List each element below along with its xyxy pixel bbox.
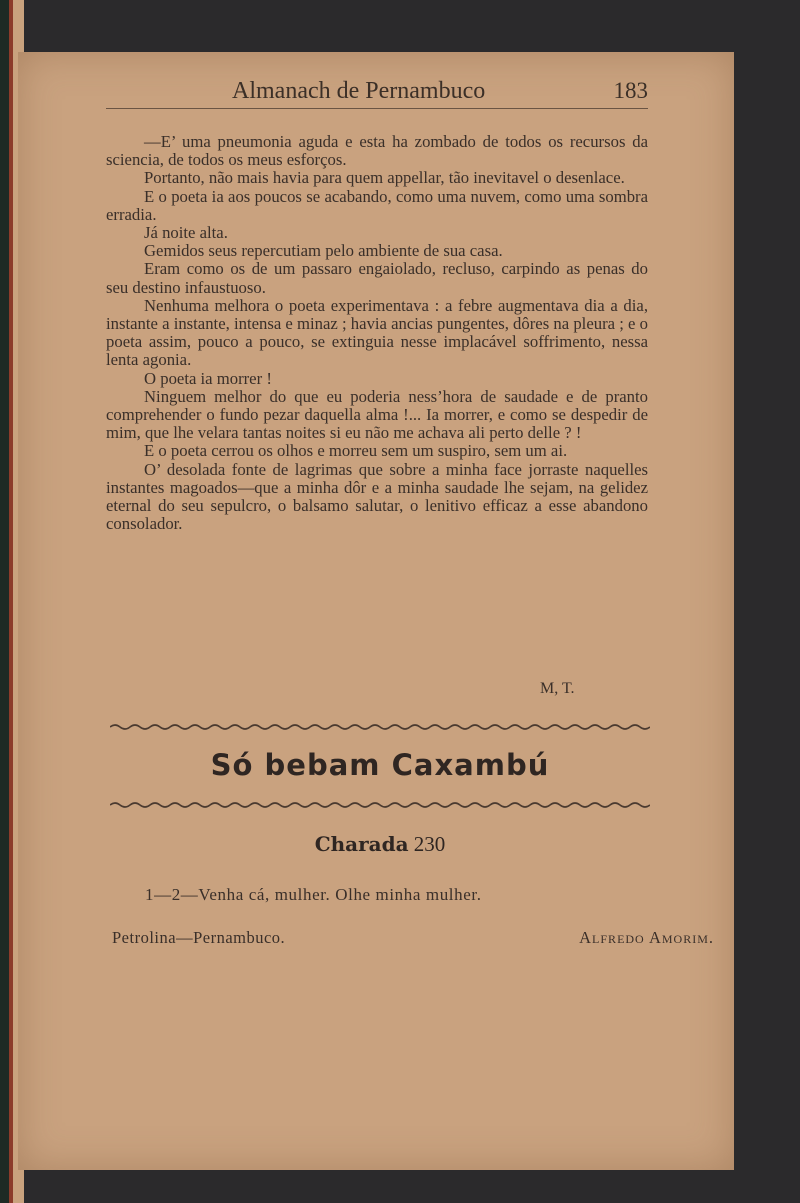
charada-heading	[110, 832, 650, 857]
charada-place: Petrolina—Pernambuco.	[112, 928, 286, 947]
paragraph: O poeta ia morrer !	[144, 368, 272, 388]
paragraph: Eram como os de um passaro engaiolado, recluso, carpindo as penas do seu destino infaustuoso.	[106, 259, 648, 297]
paragraph: O’ desolada fonte de lagrimas que sobre a minha face jorraste naquelles instantes magoados—que a minha dôr e a minha saudade lhe sejam, na gelidez eternal do seu sepulcro, o balsamo salutar, o lenitivo efficaz a esse abandono consolador.	[106, 459, 648, 534]
charada-text: 1—2—Venha cá, mulher. Olhe minha mulher.	[145, 885, 482, 904]
paragraph: Gemidos seus repercutiam pelo ambiente de sua casa.	[144, 241, 503, 261]
charada-author: Alfredo Amorim.	[579, 928, 714, 947]
paragraph: Já noite alta.	[144, 223, 228, 243]
paragraph: Nenhuma melhora o poeta experimentava : a febre augmentava dia a dia, instante a instante, intensa e minaz ; havia ancias pungentes, dôres na pleura ; e o poeta assim, pouco a pouco, se extinguia nesse implacável soffrimento, nessa lenta agonia.	[106, 295, 648, 370]
running-title: Almanach de Pernambuco	[232, 78, 486, 104]
header-rule	[106, 108, 648, 109]
paragraph: E o poeta ia aos poucos se acabando, como uma nuvem, como uma sombra erradia.	[106, 186, 648, 224]
author-signature: M, T.	[540, 680, 575, 697]
paragraph: Portanto, não mais havia para quem appellar, tão inevitavel o desenlace.	[144, 168, 625, 188]
advertisement: Só bebam Caxambú	[210, 748, 550, 782]
charada-label: Charada	[314, 832, 409, 856]
paragraph: Ninguem melhor do que eu poderia ness’hora de saudade e de pranto comprehender o fundo pezar daquella alma !... Ia morrer, e como se despedir de mim, que lhe velara tantas noites si eu não me achava ali perto delle ? !	[106, 386, 648, 443]
page-header	[108, 76, 648, 110]
page-number: 183	[613, 78, 648, 103]
paragraph: E o poeta cerrou os olhos e morreu sem um suspiro, sem um ai.	[144, 441, 568, 461]
wavy-rule-bottom	[110, 800, 650, 810]
paragraph: —E’ uma pneumonia aguda e esta ha zombado de todos os recursos da sciencia, de todos os meus esforços.	[106, 132, 648, 170]
article-body	[106, 133, 648, 533]
charada-number: 230	[413, 832, 446, 856]
wavy-rule-top	[110, 722, 650, 732]
